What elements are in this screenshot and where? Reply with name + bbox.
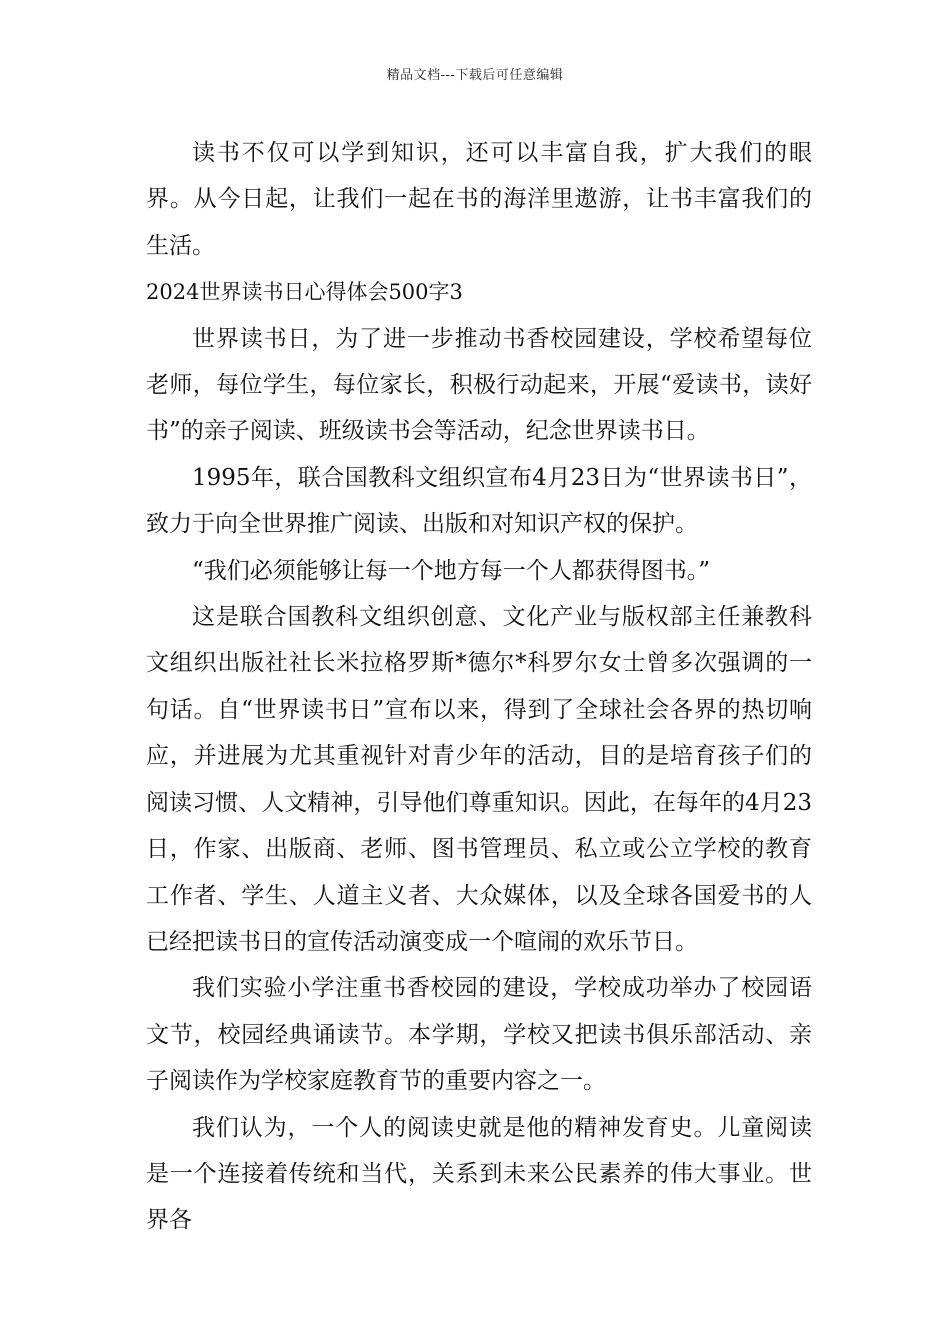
page-header: 精品文档---下载后可任意编辑 (386, 68, 564, 83)
paragraph-6: 我们认为，一个人的阅读史就是他的精神发育史。儿童阅读是一个连接着传统和当代，关系到未来公民素养的伟大事业。世界各 (146, 1114, 812, 1234)
section-heading: 2024世界读书日心得体会500字3 (146, 280, 463, 305)
paragraph-5: 我们实验小学注重书香校园的建设，学校成功举办了校园语文节，校园经典诵读节。本学期，学校又把读书俱乐部活动、亲子阅读作为学校家庭教育节的重要内容之一。 (146, 975, 812, 1095)
paragraph-quote: “我们必须能够让每一个地方每一个人都获得图书。” (192, 557, 711, 584)
document-body (146, 130, 812, 1244)
paragraph-3: 1995年，联合国教科文组织宣布4月23日为“世界读书日”，致力于向全世界推广阅读、出版和对知识产权的保护。 (146, 464, 812, 538)
paragraph-1: 读书不仅可以学到知识，还可以丰富自我，扩大我们的眼界。从今日起，让我们一起在书的海洋里遨游，让书丰富我们的生活。 (146, 140, 812, 259)
paragraph-4: 这是联合国教科文组织创意、文化产业与版权部主任兼教科文组织出版社社长米拉格罗斯*德尔*科罗尔女士曾多次强调的一句话。自“世界读书日”宣布以来，得到了全球社会各界的热切响应，并进展为尤其重视针对青少年的活动，目的是培育孩子们的阅读习惯、人文精神，引导他们尊重知识。因此，在每年的4月23日，作家、出版商、老师、图书管理员、私立或公立学校的教育工作者、学生、人道主义者、大众媒体，以及全球各国爱书的人已经把读书日的宣传活动演变成一个喧闹的欢乐节日。 (146, 604, 812, 955)
paragraph-2: 世界读书日，为了进一步推动书香校园建设，学校希望每位老师，每位学生，每位家长，积极行动起来，开展“爱读书，读好书”的亲子阅读、班级读书会等活动，纪念世界读书日。 (146, 325, 812, 445)
